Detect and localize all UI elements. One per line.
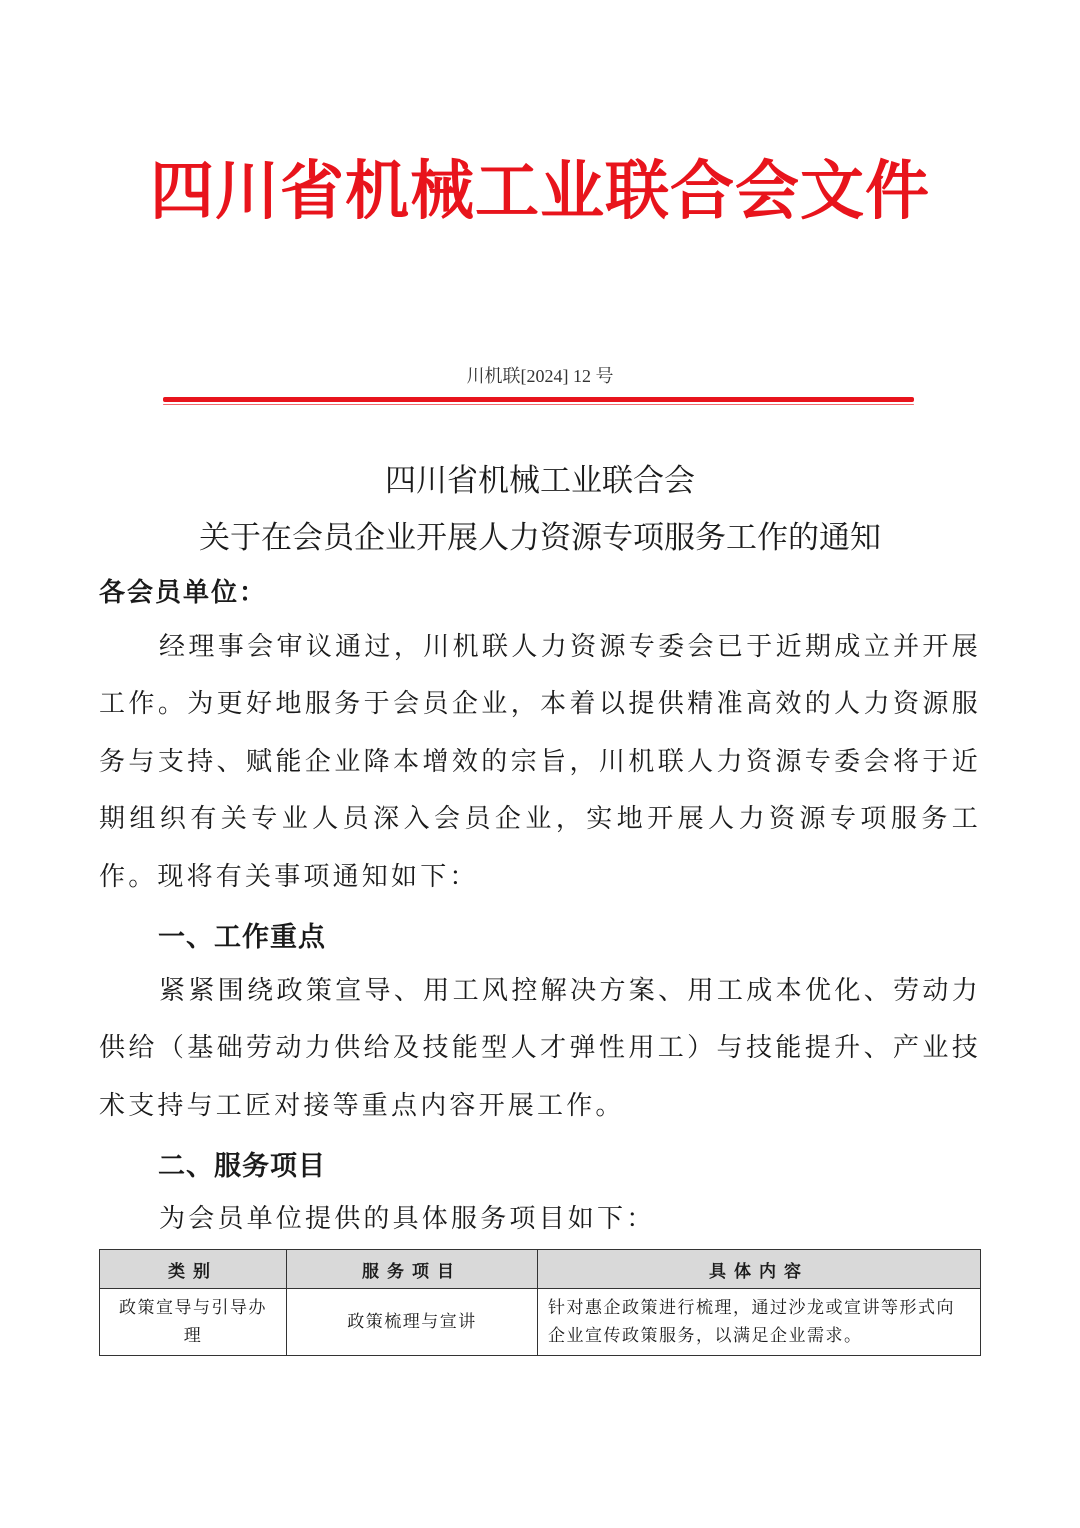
masthead-title: 四川省机械工业联合会文件	[150, 154, 930, 229]
cell-service-item: 政策梳理与宣讲	[287, 1289, 538, 1356]
table-header-row	[100, 1250, 981, 1289]
paragraph-service-intro: 为会员单位提供的具体服务项目如下：	[159, 1204, 656, 1234]
notice-title-line2: 关于在会员企业开展人力资源专项服务工作的通知	[199, 520, 881, 556]
salutation: 各会员单位：	[99, 578, 268, 608]
header-content: 具体内容	[538, 1250, 981, 1289]
document-number: 川机联[2024] 12 号	[466, 366, 614, 386]
cell-content: 针对惠企政策进行梳理，通过沙龙或宣讲等形式向企业宣传政策服务，以满足企业需求。	[538, 1289, 981, 1356]
red-divider-thin-line	[163, 404, 914, 405]
paragraph-intro: 经理事会审议通过，川机联人力资源专委会已于近期成立并开展工作。为更好地服务于会员企业，本着以提供精准高效的人力资源服务与支持、赋能企业降本增效的宗旨，川机联人力资源专委会将于近期组织有关专业人员深入会员企业，实地开展人力资源专项服务工作。现将有关事项通知如下：	[99, 632, 981, 892]
heading-work-focus: 一、工作重点	[158, 922, 326, 953]
heading-service-items: 二、服务项目	[158, 1151, 326, 1182]
table-row	[100, 1289, 981, 1356]
red-divider-line	[163, 397, 914, 402]
header-service-item: 服务项目	[287, 1250, 538, 1289]
service-table	[99, 1249, 981, 1356]
cell-category: 政策宣导与引导办理	[100, 1289, 287, 1356]
paragraph-work-focus: 紧紧围绕政策宣导、用工风控解决方案、用工成本优化、劳动力供给（基础劳动力供给及技能型人才弹性用工）与技能提升、产业技术支持与工匠对接等重点内容开展工作。	[99, 976, 981, 1121]
header-category: 类别	[100, 1250, 287, 1289]
notice-title-line1: 四川省机械工业联合会	[385, 463, 695, 499]
